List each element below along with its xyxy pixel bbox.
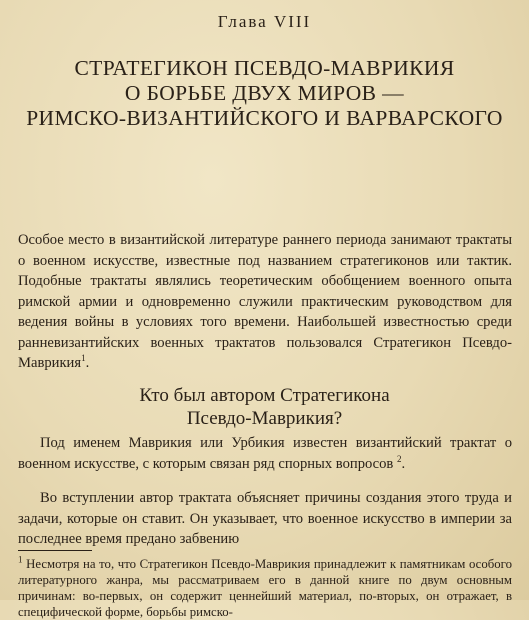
footnote-divider bbox=[18, 550, 92, 551]
footnote-ref-2: 2 bbox=[396, 453, 402, 464]
footnote-text: Несмотря на то, что Стратегикон Псевдо-Маврикия принадлежит к памятникам особого литературного жанра, мы рассматриваем его в данной книге по двум основным причинам: во-первых, он содержит ценнейший материал, по-вторых, он отражает, в специфической форме, борьбы римско- bbox=[18, 557, 512, 619]
footnote-ref-1: 1 bbox=[81, 353, 86, 364]
paragraph-intro-text: Особое место в византийской литературе раннего периода занимают трактаты о военном искусстве, известные под названием стратегиконов или тактик. Подобные трактаты являлись теоретическим обобщением военного опыта римской армии и одновременно служили практическим руководством для ведения войны в условиях того времени. Наибольшей известностью среди ранневизантийских военных трактатов пользовался Стратегикон Псевдо-Маврикия bbox=[18, 232, 512, 371]
section-subheading bbox=[0, 384, 529, 430]
paragraph-introduction-reasons bbox=[18, 488, 512, 550]
chapter-title bbox=[20, 56, 509, 131]
chapter-heading: Глава VIII bbox=[217, 12, 312, 31]
paragraph-reasons-text: Во вступлении автор трактата объясняет причины создания этого труда и задачи, которые он ставит. Он указывает, что военное искусство в империи за последнее время предано забвению bbox=[18, 490, 512, 547]
title-line-3: РИМСКО-ВИЗАНТИЙСКОГО И ВАРВАРСКОГО bbox=[26, 106, 503, 130]
paragraph-intro: Особое место в византийской литературе раннего периода занимают трактаты о военном искусстве, известные под названием стратегиконов или тактик. Подобные трактаты являлись теоретическим обобщением военного опыта римской армии и одновременно служили практическим руководством для ведения войны в условиях того времени. Наибольшей известностью среди ранневизантийских военных трактатов пользовался Стратегикон Псевдо-Маврикия$^1$. bbox=[18, 232, 512, 371]
subheading-line-1: Кто был автором Стратегикона bbox=[139, 385, 390, 406]
footnote-marker: 1 bbox=[18, 554, 23, 565]
footnote bbox=[18, 556, 512, 620]
subheading-line-2: Псевдо-Маврикия? bbox=[186, 408, 343, 429]
paragraph-author: Под именем Маврикия или Урбикия известен византийский трактат о военном искусстве, с которым связан ряд спорных вопросов $^2$. bbox=[18, 435, 512, 472]
paragraph-author-text: Под именем Маврикия или Урбикия известен византийский трактат о военном искусстве, с которым связан ряд спорных вопросов bbox=[18, 435, 512, 472]
title-line-1: СТРАТЕГИКОН ПСЕВДО-МАВРИКИЯ bbox=[74, 56, 455, 80]
title-line-2: О БОРЬБЕ ДВУХ МИРОВ — bbox=[124, 81, 405, 105]
